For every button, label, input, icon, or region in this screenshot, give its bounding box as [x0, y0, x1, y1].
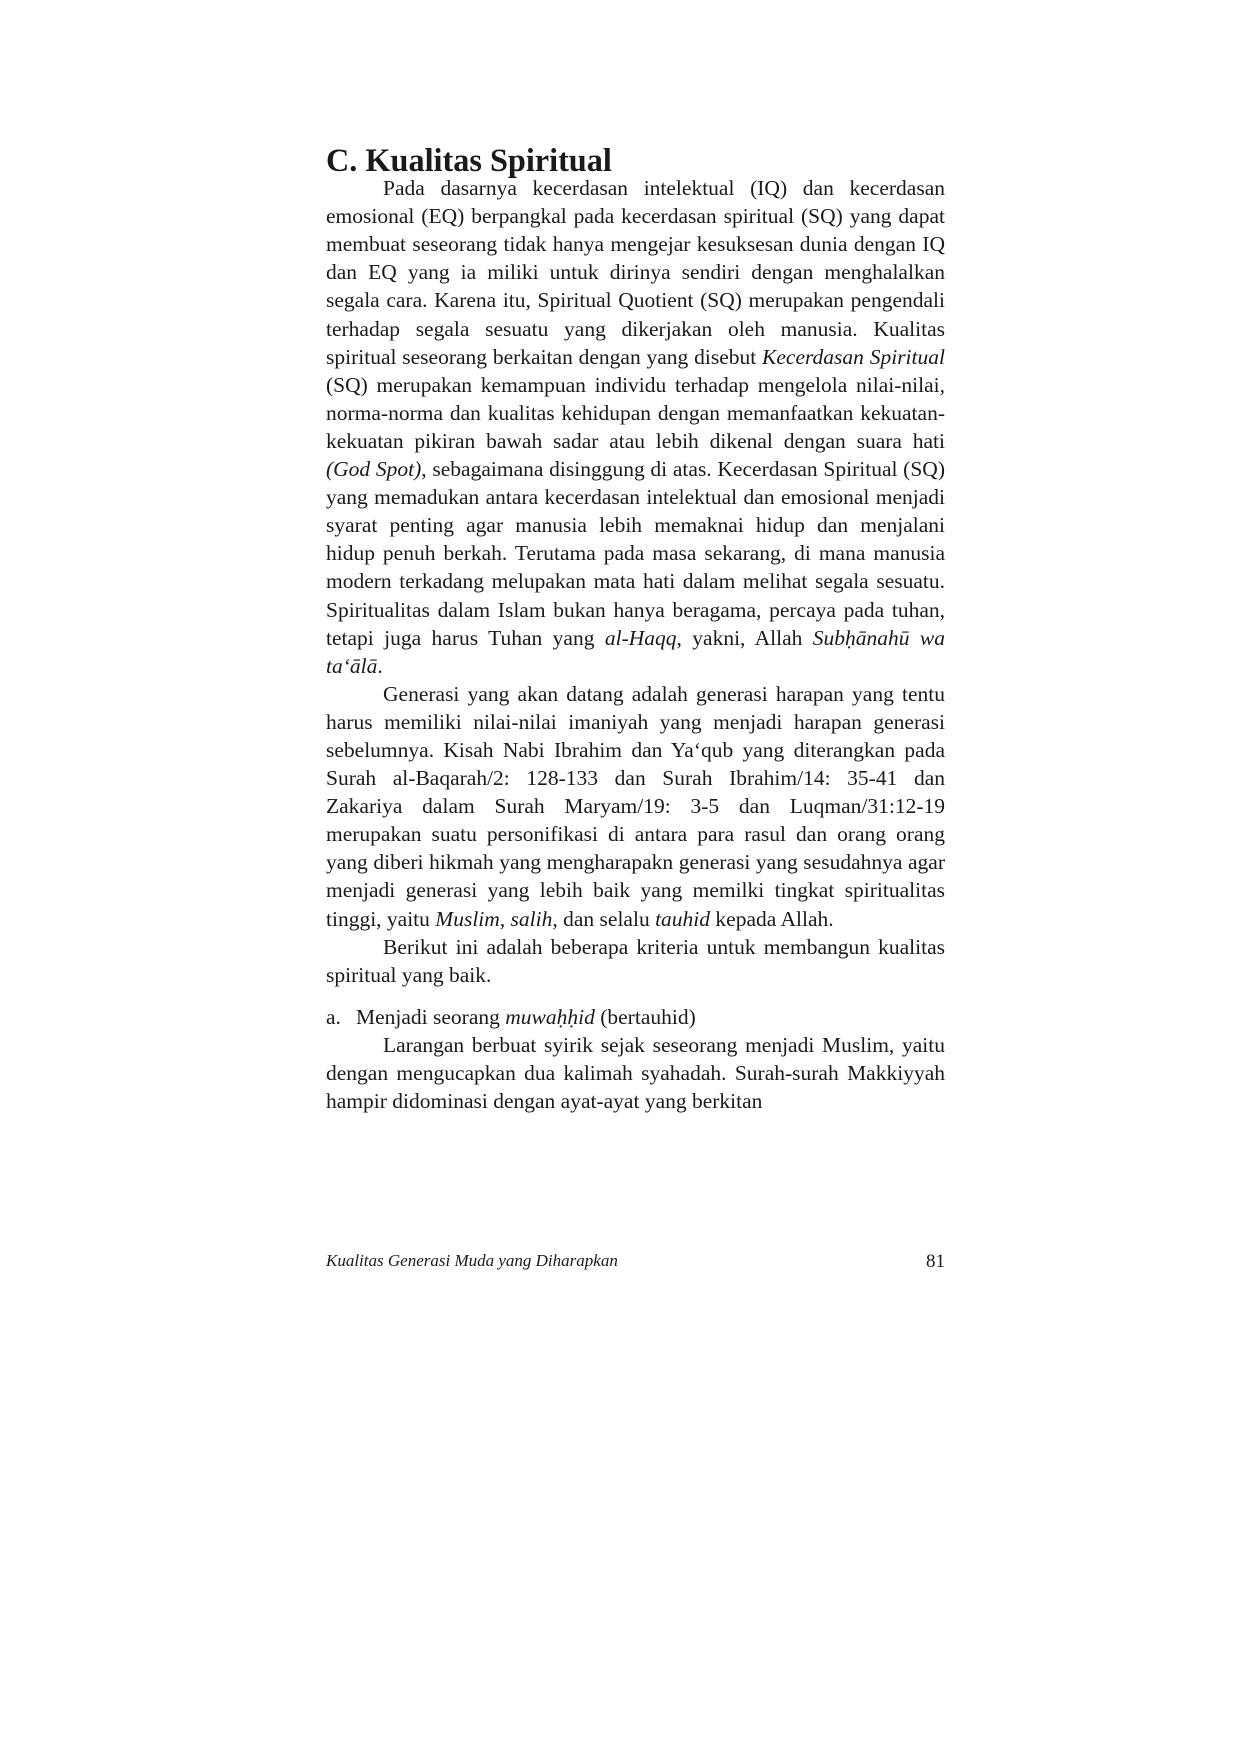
- section-label: C.: [326, 142, 358, 178]
- italic-term: Kecerdasan Spiritual: [762, 344, 945, 369]
- running-title: Kualitas Generasi Muda yang Diharapkan: [326, 1251, 618, 1270]
- page-number: 81: [926, 1251, 945, 1272]
- text-run: kepada Allah.: [710, 906, 834, 931]
- section-heading: [326, 142, 945, 178]
- paragraph-4: Larangan berbuat syirik sejak seseorang menjadi Muslim, yaitu dengan mengucapkan dua kalimah syahadah. Surah-surah Makkiyyah hampir didominasi dengan ayat-ayat yang berkitan: [326, 1032, 945, 1114]
- italic-term: tauhid: [655, 906, 711, 931]
- list-marker: a.: [326, 1004, 341, 1029]
- italic-term: Muslim, salih,: [435, 906, 558, 931]
- text-run: , yakni, Allah: [676, 625, 813, 650]
- italic-term: muwaḥḥid: [505, 1004, 595, 1029]
- paragraph-2: [326, 680, 945, 933]
- page-body: [326, 142, 945, 1115]
- text-run: Generasi yang akan datang adalah generasi harapan yang tentu harus memiliki nilai-nilai imaniyah yang menjadi harapan generasi sebelumnya. Kisah Nabi Ibrahim dan Ya‘qub yang diterangkan pada Surah al-Baqarah/2: 128-133 dan Surah Ibrahim/14: 35-41 dan Zakariya dalam Surah Maryam/19: 3-5 dan Luqman/31:12-19 merupakan suatu personifikasi di antara para rasul dan orang orang yang diberi hikmah yang mengharapakn generasi yang sesudahnya agar menjadi generasi yang lebih baik yang memilki tingkat spiritualitas tinggi, yaitu: [326, 681, 945, 931]
- italic-term: Subḥānahū wa ta‘ālā: [326, 625, 945, 678]
- text-run: , sebagaimana disinggung di atas. Kecerdasan Spiritual (SQ) yang memadukan antara kecerdasan intelektual dan emosional menjadi syarat penting agar manusia lebih memaknai hidup dan menjalani hidup penuh berkah. Terutama pada masa sekarang, di mana manusia modern terkadang melupakan mata hati dalam melihat segala sesuatu. Spiritualitas dalam Islam bukan hanya beragama, percaya pada tuhan, tetapi juga harus Tuhan yang: [326, 457, 945, 650]
- text-run: dan selalu: [557, 906, 656, 931]
- text-run: (SQ) merupakan kemampuan individu terhadap mengelola nilai-nilai, norma-norma dan kualitas kehidupan dengan memanfaatkan kekuatan-kekuatan pikiran bawah sadar atau lebih dikenal dengan suara hati: [326, 372, 945, 453]
- italic-term: al-Haqq: [604, 625, 677, 650]
- text-run: Pada dasarnya kecerdasan intelektual (IQ) dan kecerdasan emosional (EQ) berpangkal pada kecerdasan spiritual (SQ) yang dapat membuat seseorang tidak hanya mengejar kesuksesan dunia dengan IQ dan EQ yang ia miliki untuk dirinya sendiri dengan menghalalkan segala cara. Karena itu, Spiritual Quotient (SQ) merupakan pengendali terhadap segala sesuatu yang dikerjakan oleh manusia. Kualitas spiritual seseorang berkaitan dengan yang disebut: [326, 176, 945, 369]
- text-run: (bertauhid): [594, 1004, 696, 1029]
- page-footer: [326, 1251, 945, 1273]
- paragraph-3: Berikut ini adalah beberapa kriteria untuk membangun kualitas spiritual yang baik.: [326, 934, 945, 987]
- section-title: Kualitas Spiritual: [365, 142, 612, 178]
- text-run: Menjadi seorang: [356, 1004, 506, 1029]
- text-run: .: [377, 653, 383, 678]
- paragraph-1: [326, 174, 945, 680]
- list-item-a: [326, 1003, 945, 1031]
- italic-term: (God Spot): [326, 457, 422, 482]
